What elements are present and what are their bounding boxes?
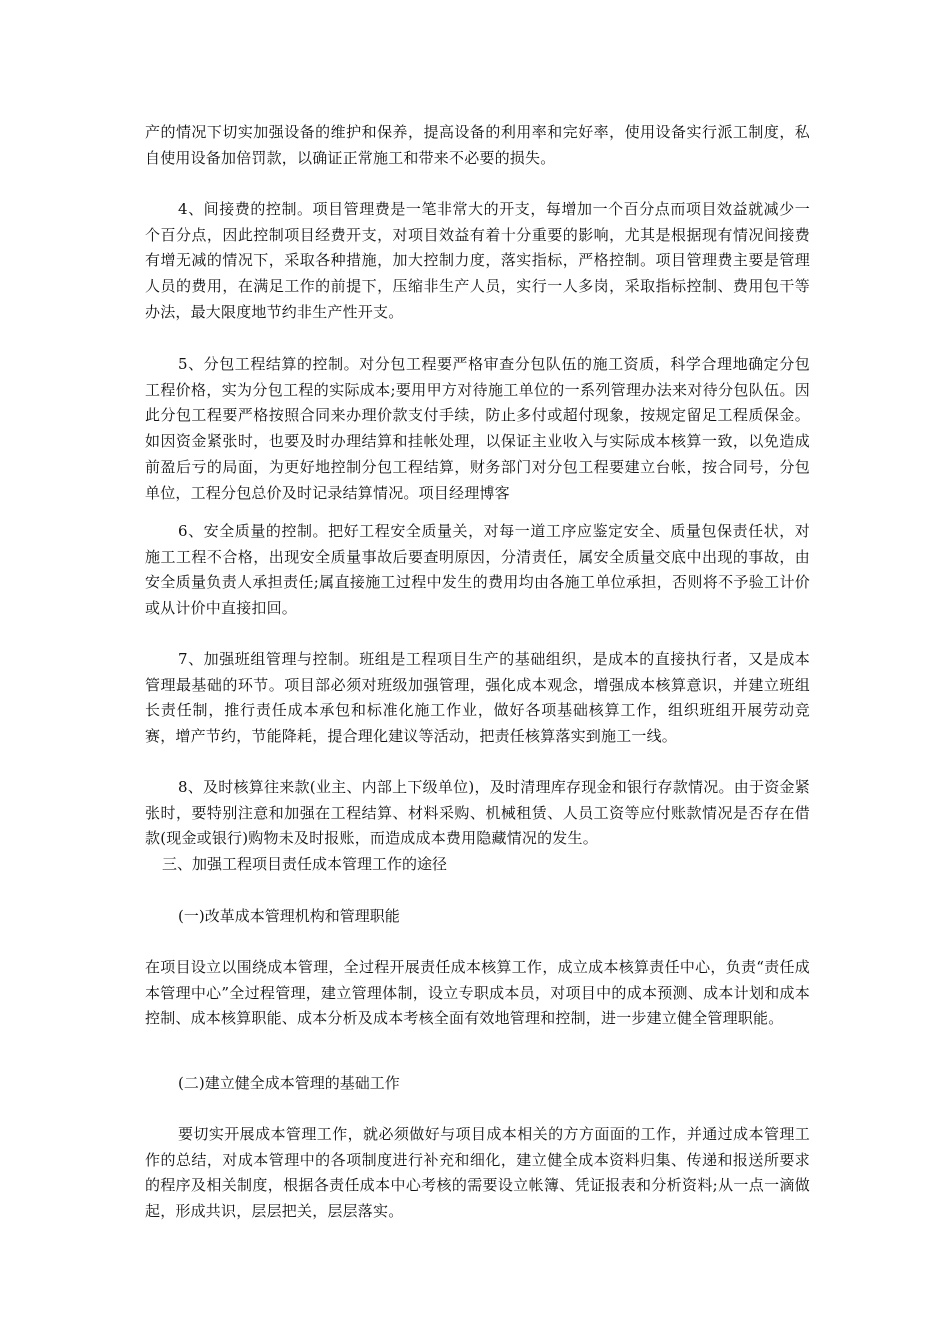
paragraph-safety-quality: 6、安全质量的控制。把好工程安全质量关，对每一道工序应鉴定安全、质量包保责任状，对施工工程不合格，出现安全质量事故后要查明原因，分清责任，属安全质量交底中出现的事故，由安全质量负责人承担责任;属直接施工过程中发生的费用均由各施工单位承担，否则将不予验工计价或从计价中直接扣回。 [145,522,810,618]
paragraph-team-management: 7、加强班组管理与控制。班组是工程项目生产的基础组织，是成本的直接执行者，又是成本管理最基础的环节。项目部必须对班级加强管理，强化成本观念，增强成本核算意识，并建立班组长责任制，推行责任成本承包和标准化施工作业，做好各项基础核算工作，组织班组开展劳动竞赛，增产节约，节能降耗，提合理化建议等活动，把责任核算落实到施工一线。 [145,650,810,746]
section-heading-3: 三、加强工程项目责任成本管理工作的途径 [162,855,448,873]
paragraph-subcontract-settlement: 5、分包工程结算的控制。对分包工程要严格审查分包队伍的施工资质，科学合理地确定分包工程价格，实为分包工程的实际成本;要用甲方对待施工单位的一系列管理办法来对待分包队伍。因此分包工程要严格按照合同来办理价款支付手续，防止多付或超付现象，按规定留足工程质保金。如因资金紧张时，也要及时办理结算和挂帐处理，以保证主业收入与实际成本核算一致，以免造成前盈后亏的局面，为更好地控制分包工程结算，财务部门对分包工程要建立台帐，按合同号，分包单位，工程分包总价及时记录结算情况。项目经理博客 [145,355,810,502]
subheading-1: (一)改革成本管理机构和管理职能 [178,907,400,925]
paragraph-current-accounts: 8、及时核算往来款(业主、内部上下级单位)，及时清理库存现金和银行存款情况。由于资金紧张时，要特别注意和加强在工程结算、材料采购、机械租赁、人员工资等应付账款情况是否存在借款(现金或银行)购物未及时报账，而造成成本费用隐藏情况的发生。 [145,778,810,848]
paragraph-equipment-continued: 产的情况下切实加强设备的维护和保养，提高设备的利用率和完好率，使用设备实行派工制度，私自使用设备加倍罚款，以确证正常施工和带来不必要的损失。 [145,123,810,167]
subheading-2: (二)建立健全成本管理的基础工作 [178,1074,400,1092]
paragraph-indirect-cost: 4、间接费的控制。项目管理费是一笔非常大的开支，每增加一个百分点而项目效益就减少一个百分点，因此控制项目经费开支，对项目效益有着十分重要的影响，尤其是根据现有情况间接费有增无减的情况下，采取各种措施，加大控制力度，落实指标，严格控制。项目管理费主要是管理人员的费用，在满足工作的前提下，压缩非生产人员，实行一人多岗，采取指标控制、费用包干等办法，最大限度地节约非生产性开支。 [145,200,810,321]
paragraph-basic-work: 要切实开展成本管理工作，就必须做好与项目成本相关的方方面面的工作，并通过成本管理工作的总结，对成本管理中的各项制度进行补充和细化，建立健全成本资料归集、传递和报送所要求的程序及相关制度，根据各责任成本中心考核的需要设立帐簿、凭证报表和分析资料;从一点一滴做起，形成共识，层层把关，层层落实。 [145,1125,810,1221]
paragraph-reform-organization: 在项目设立以围绕成本管理，全过程开展责任成本核算工作，成立成本核算责任中心，负责“责任成本管理中心”全过程管理，建立管理体制，设立专职成本员，对项目中的成本预测、成本计划和成本控制、成本核算职能、成本分析及成本考核全面有效地管理和控制，进一步建立健全管理职能。 [145,958,810,1028]
